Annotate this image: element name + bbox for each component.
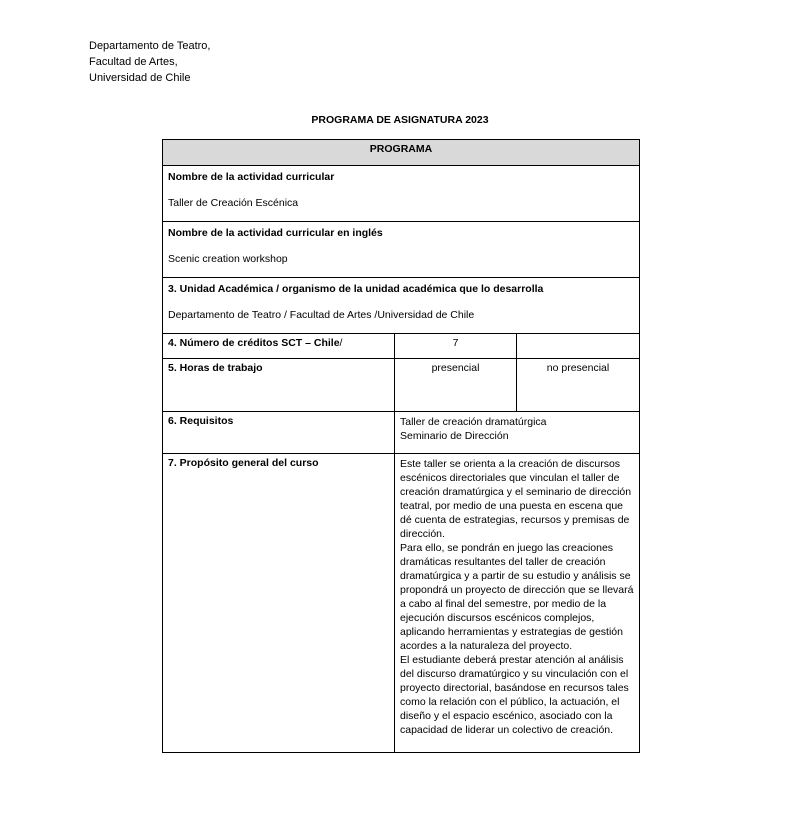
activity-name-label: Nombre de la actividad curricular (168, 171, 335, 183)
academic-unit-cell (163, 278, 640, 334)
activity-name-en-value: Scenic creation workshop (168, 253, 288, 265)
credits-label: 4. Número de créditos SCT – Chile (168, 337, 340, 349)
header-line-university: Universidad de Chile (89, 72, 191, 84)
table-row (163, 140, 640, 166)
hours-label: 5. Horas de trabajo (163, 359, 395, 412)
credits-extra (517, 334, 640, 359)
table-row (163, 166, 640, 222)
credits-label-suffix: / (339, 337, 343, 349)
requirement-item: Taller de creación dramatúrgica (400, 416, 547, 428)
activity-name-en-label: Nombre de la actividad curricular en inglés (168, 227, 383, 239)
table-row (163, 359, 640, 412)
table-row (163, 412, 640, 454)
hours-no-presencial: no presencial (517, 359, 640, 412)
requirement-item: Seminario de Dirección (400, 430, 509, 442)
purpose-text (395, 454, 640, 753)
activity-name-cell (163, 166, 640, 222)
purpose-paragraph: Este taller se orienta a la creación de discursos escénicos directoriales que vinculan el taller de creación dramatúrgica y el seminario de dirección teatral, por medio de una puesta en escena que dé cuenta de estrategias, recursos y premisas de dirección. (400, 458, 632, 540)
requirements-label: 6. Requisitos (163, 412, 395, 454)
header-line-department: Departamento de Teatro, (89, 40, 211, 52)
activity-name-value: Taller de Creación Escénica (168, 197, 299, 209)
activity-name-en-cell (163, 222, 640, 278)
purpose-label: 7. Propósito general del curso (163, 454, 395, 753)
purpose-paragraph: Para ello, se pondrán en juego las creaciones dramáticas resultantes del taller de creación dramatúrgica y a partir de su estudio y análisis se propondrá un proyecto de dirección que se llevará a cabo al final del semestre, por medio de la ejecución discursos escénicos complejos, aplicando herramientas y estrategias de gestión acordes a la naturaleza del proyecto. (400, 542, 634, 652)
academic-unit-label: 3. Unidad Académica / organismo de la unidad académica que lo desarrolla (168, 283, 544, 295)
academic-unit-value: Departamento de Teatro / Facultad de Artes /Universidad de Chile (168, 309, 475, 321)
table-row (163, 222, 640, 278)
table-row (163, 454, 640, 753)
document-title: PROGRAMA DE ASIGNATURA 2023 (311, 114, 489, 126)
credits-value: 7 (395, 334, 517, 359)
requirements-list (395, 412, 640, 454)
program-heading: PROGRAMA (163, 140, 640, 166)
purpose-paragraph: El estudiante deberá prestar atención al análisis del discurso dramatúrgico y su vinculación con el proyecto directorial, basándose en recursos tales como la relación con el público, la actuación, el diseño y el espacio escénico, asociado con la capacidad de liderar un colectivo de creación. (400, 654, 629, 736)
credits-label-cell (163, 334, 395, 359)
institution-header (89, 38, 210, 86)
table-row (163, 278, 640, 334)
hours-presencial: presencial (395, 359, 517, 412)
header-line-faculty: Facultad de Artes, (89, 56, 178, 68)
table-row (163, 334, 640, 359)
program-table (162, 139, 640, 753)
